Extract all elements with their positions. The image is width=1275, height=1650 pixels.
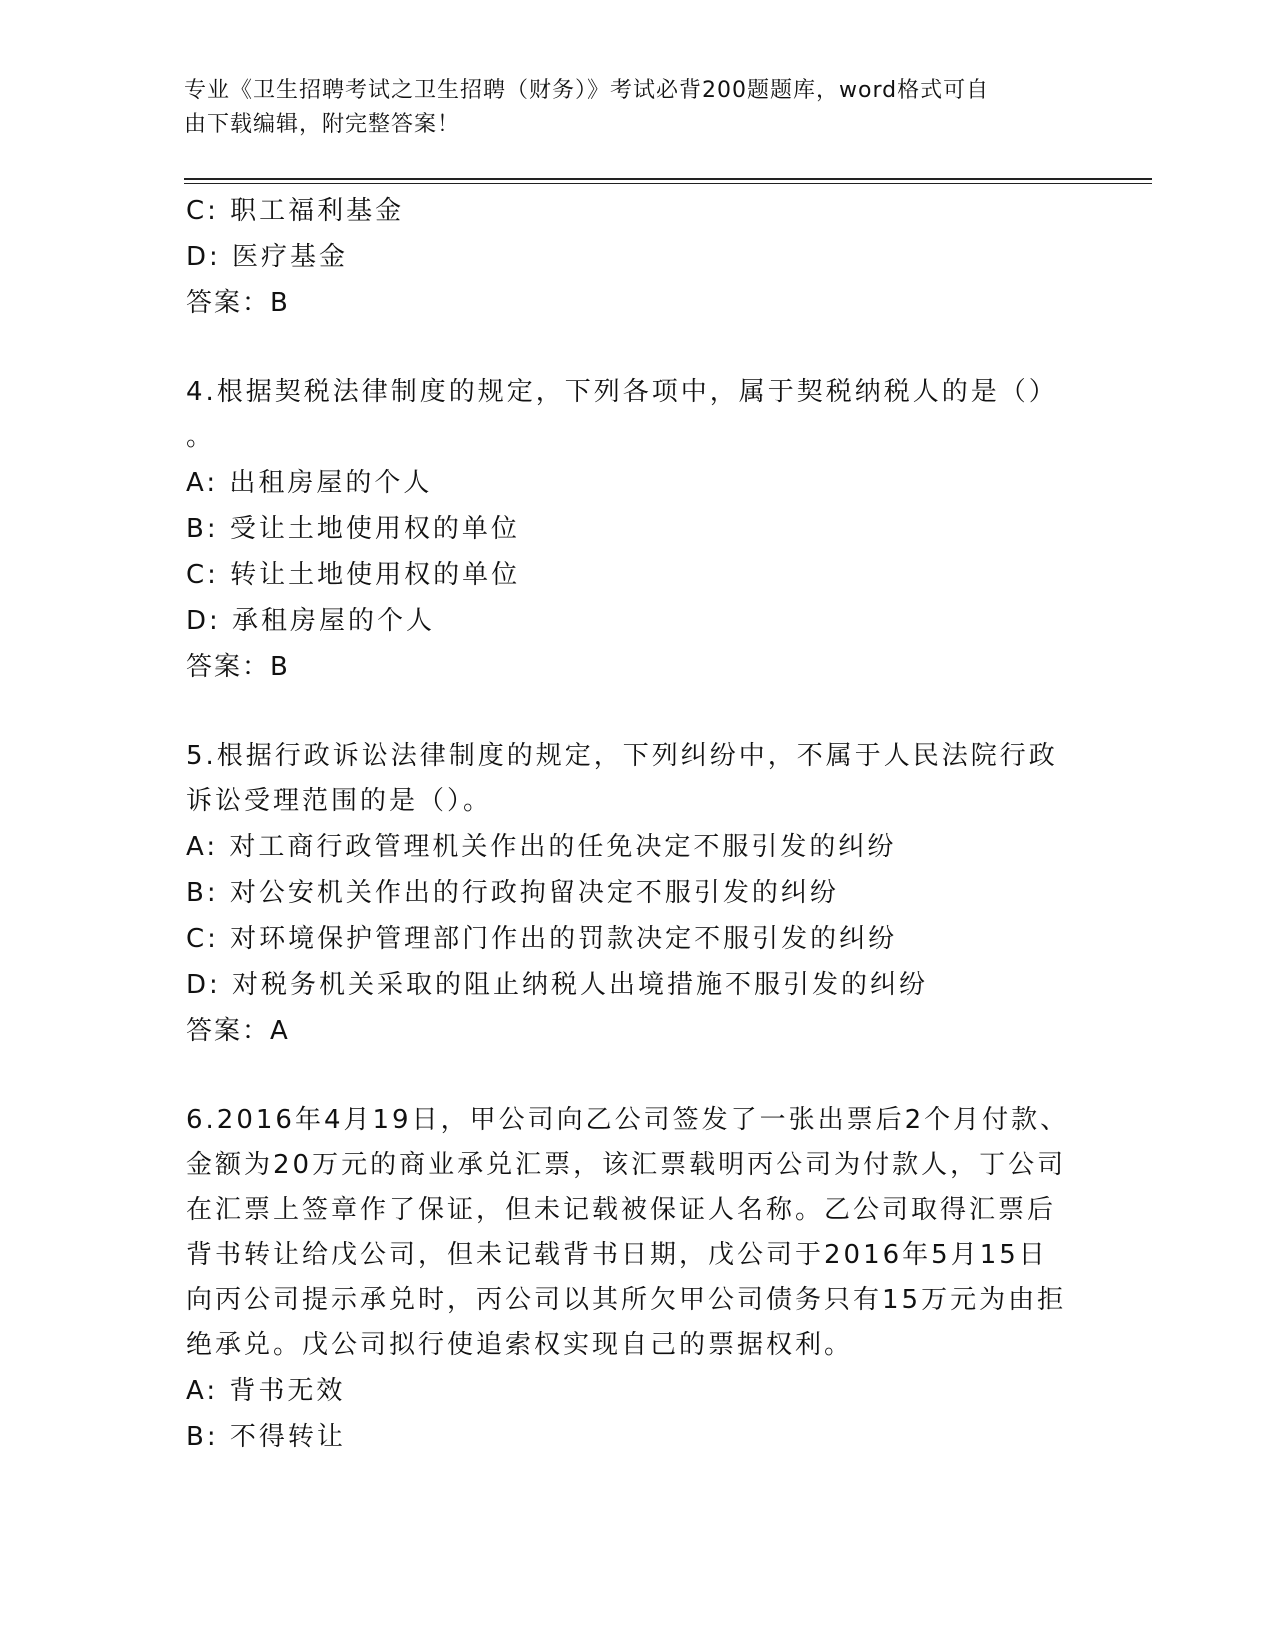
- question-stem: [186, 1098, 1086, 1368]
- spacer: [186, 1054, 1086, 1098]
- question-4: [186, 370, 1086, 690]
- question-stem: [186, 370, 1086, 460]
- stem-line: 诉讼受理范围的是（）。: [186, 786, 493, 816]
- option-b: B: 不得转让: [186, 1422, 346, 1452]
- option-a: A: 出租房屋的个人: [186, 468, 433, 498]
- document-header: [184, 74, 1064, 142]
- question-list: [186, 188, 1086, 1460]
- stem-line: 4.根据契税法律制度的规定，下列各项中，属于契税纳税人的是（）: [186, 377, 1058, 407]
- header-line-1: 专业《卫生招聘考试之卫生招聘（财务）》考试必背200题题库，word格式可自: [184, 78, 990, 103]
- header-divider-thin: [184, 183, 1152, 184]
- option-c: C: 转让土地使用权的单位: [186, 560, 521, 590]
- spacer: [186, 690, 1086, 734]
- answer: 答案：B: [186, 288, 290, 318]
- question-6: [186, 1098, 1086, 1460]
- option-d: D: 医疗基金: [186, 242, 349, 272]
- option-b: B: 受让土地使用权的单位: [186, 514, 520, 544]
- question-stem: [186, 734, 1086, 824]
- stem-line: 5.根据行政诉讼法律制度的规定，下列纠纷中，不属于人民法院行政: [186, 741, 1058, 771]
- option-c: C: 对环境保护管理部门作出的罚款决定不服引发的纠纷: [186, 924, 898, 954]
- answer: 答案：A: [186, 1016, 290, 1046]
- stem-line: 。: [186, 422, 216, 452]
- question-5: [186, 734, 1086, 1054]
- option-b: B: 对公安机关作出的行政拘留决定不服引发的纠纷: [186, 878, 839, 908]
- option-c: C: 职工福利基金: [186, 196, 405, 226]
- stem-line: 背书转让给戊公司，但未记载背书日期，戊公司于2016年5月15日: [186, 1240, 1048, 1270]
- option-d: D: 承租房屋的个人: [186, 606, 436, 636]
- option-a: A: 对工商行政管理机关作出的任免决定不服引发的纠纷: [186, 832, 897, 862]
- answer: 答案：B: [186, 652, 290, 682]
- spacer: [186, 326, 1086, 370]
- stem-line: 向丙公司提示承兑时，丙公司以其所欠甲公司债务只有15万元为由拒: [186, 1285, 1067, 1315]
- option-a: A: 背书无效: [186, 1376, 346, 1406]
- option-d: D: 对税务机关采取的阻止纳税人出境措施不服引发的纠纷: [186, 970, 929, 1000]
- stem-line: 6.2016年4月19日，甲公司向乙公司签发了一张出票后2个月付款、: [186, 1105, 1070, 1135]
- stem-line: 绝承兑。戊公司拟行使追索权实现自己的票据权利。: [186, 1330, 854, 1360]
- header-divider-thick: [184, 178, 1152, 180]
- question-3: [186, 188, 1086, 326]
- header-line-2: 由下载编辑，附完整答案！: [184, 112, 461, 137]
- stem-line: 在汇票上签章作了保证，但未记载被保证人名称。乙公司取得汇票后: [186, 1195, 1057, 1225]
- stem-line: 金额为20万元的商业承兑汇票，该汇票载明丙公司为付款人，丁公司: [186, 1150, 1067, 1180]
